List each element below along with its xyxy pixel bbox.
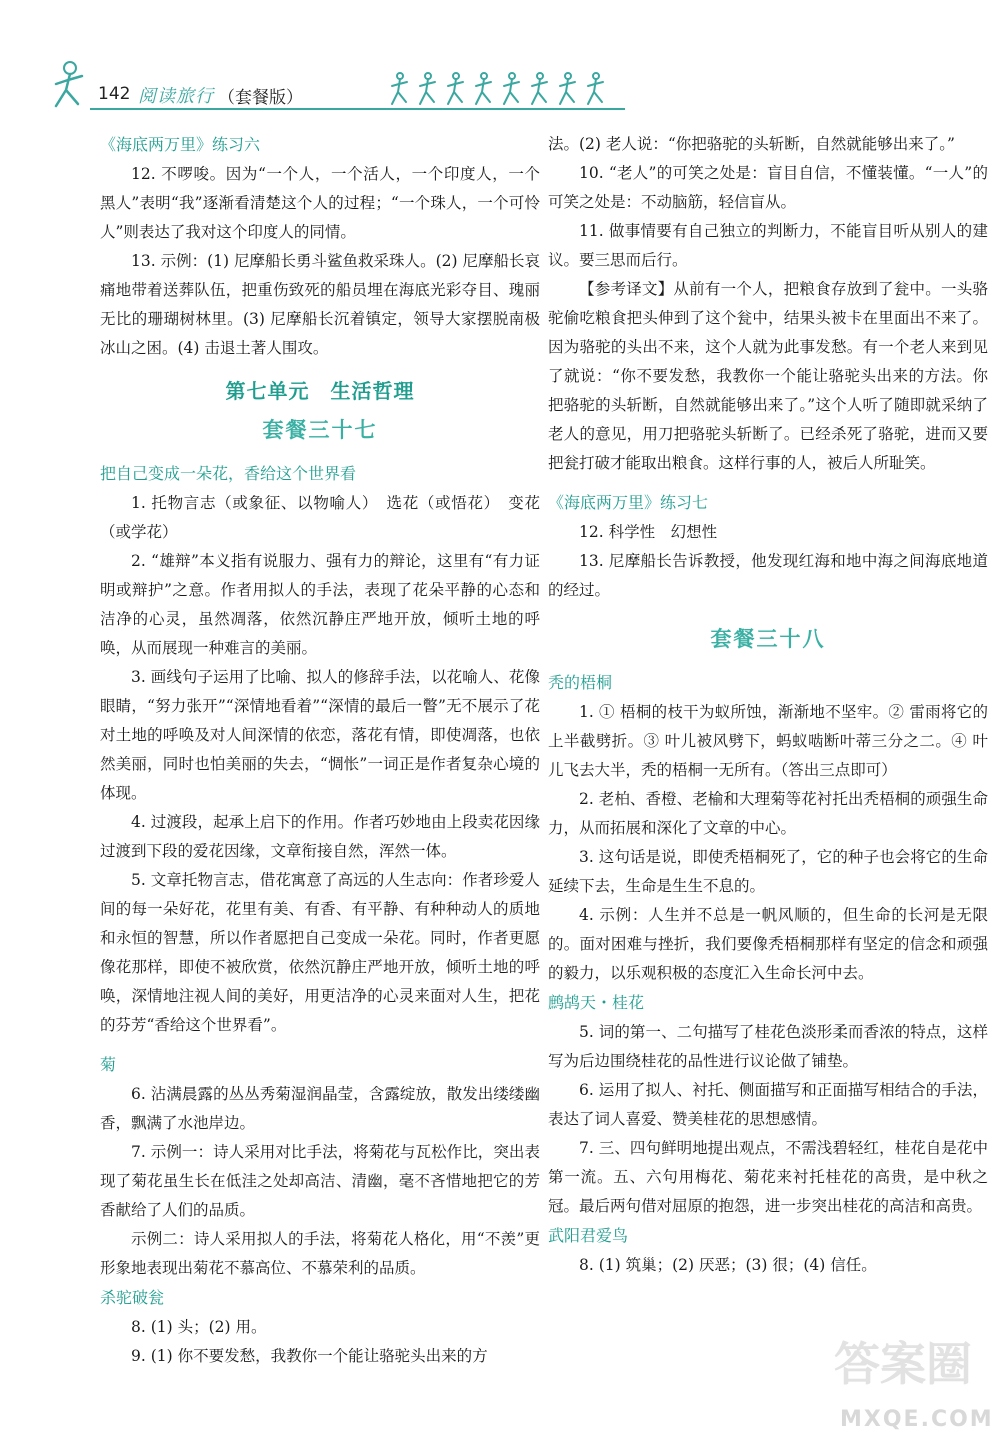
- left-column: [100, 130, 540, 1371]
- answer-paragraph: 5. 词的第一、二句描写了桂花色淡形柔而香浓的特点，这样写为后边围绕桂花的品性进行议论做了铺垫。: [548, 1023, 988, 1070]
- answer-paragraph: 3. 这句话是说，即使秃梧桐死了，它的种子也会将它的生命延续下去，生命是生生不息的。: [548, 848, 988, 895]
- answer-paragraph: 5. 文章托物言志，借花寓意了高远的人生志向：作者珍爱人间的每一朵好花，花里有美、有香、有平静、有种种动人的质地和永恒的智慧，所以作者愿把自己变成一朵花。同时，作者更愿像花那样，即使不被欣赏，依然沉静庄严地开放，倾听土地的呼唤，深情地注视人间的美好，用更洁净的心灵来面对人生，把花的芬芳“香给这个世界看”。: [100, 871, 540, 1034]
- answer-paragraph: 3. 画线句子运用了比喻、拟人的修辞手法，以花喻人、花像眼睛，“努力张开”“深情地看着”“深情的最后一瞥”无不展示了花对土地的呼唤及对人间深情的依恋，落花有情，即使凋落，也依然美丽，同时也怕美丽的失去，“惆怅”一词正是作者复杂心境的体现。: [100, 668, 540, 802]
- answer-paragraph: 9. (1) 你不要发愁，我教你一个能让骆驼头出来的方: [131, 1347, 488, 1365]
- answer-paragraph: 6. 运用了拟人、衬托、侧面描写和正面描写相结合的手法，表达了词人喜爱、赞美桂花的思想感情。: [548, 1081, 988, 1128]
- answer-paragraph: 13. 尼摩船长告诉教授，他发现红海和地中海之间海底地道的经过。: [548, 552, 988, 599]
- set-title: 套餐三十七: [262, 418, 378, 442]
- answer-paragraph: 6. 沾满晨露的丛丛秀菊湿润晶莹，含露绽放，散发出缕缕幽香，飘满了水池岸边。: [100, 1085, 540, 1132]
- answer-paragraph: 10. “老人”的可笑之处是：盲目自信，不懂装懂。“一人”的可笑之处是：不动脑筋，轻信盲从。: [548, 164, 988, 211]
- section-heading: 杀驼破瓮: [100, 1288, 165, 1307]
- answer-paragraph: 8. (1) 筑巢；(2) 厌恶；(3) 很；(4) 信任。: [579, 1256, 877, 1274]
- answer-paragraph: 7. 三、四句鲜明地提出观点，不需浅碧轻红，桂花自是花中第一流。五、六句用梅花、菊花来衬托桂花的高贵，是中秋之冠。最后两句借对屈原的抱怨，进一步突出桂花的高洁和高贵。: [548, 1139, 988, 1215]
- answer-paragraph: 8. (1) 头；(2) 用。: [131, 1318, 267, 1336]
- reference-translation: 【参考译文】从前有一个人，把粮食存放到了瓮中。一头骆驼偷吃粮食把头伸到了这个瓮中，结果头被卡在里面出不来了。因为骆驼的头出不来，这个人就为此事发愁。有一个老人来到见了就说：“你不要发愁，我教你一个能让骆驼头出来的方法。你把骆驼的头斩断，自然就能够出来了。”这个人听了随即就采纳了老人的意见，用刀把骆驼头斩断了。已经杀死了骆驼，进而又要把瓮打破才能取出粮食。这样行事的人，被后人所耻笑。: [548, 280, 988, 472]
- answer-paragraph: 1. ① 梧桐的枝干为蚁所蚀，渐渐地不坚牢。② 雷雨将它的上半截劈折。③ 叶儿被风劈下，蚂蚁啮断叶蒂三分之二。④ 叶儿飞去大半，秃的梧桐一无所有。（答出三点即可）: [548, 703, 988, 779]
- answer-paragraph: 12. 科学性 幻想性: [579, 523, 718, 541]
- running-figures-icon: [390, 70, 610, 108]
- answer-paragraph: 12. 不啰唆。因为“一个人，一个活人，一个印度人，一个黑人”表明“我”逐渐看清楚这个人的过程；“一个珠人，一个可怜人”则表达了我对这个印度人的同情。: [100, 165, 540, 241]
- brand-title: 阅读旅行: [138, 86, 214, 107]
- section-heading: 武阳君爱鸟: [548, 1226, 629, 1245]
- section-heading: 鹧鸪天・桂花: [548, 993, 645, 1012]
- answer-paragraph: 2. “雄辩”本义指有说服力、强有力的辩论，这里有“有力证明或辩护”之意。作者用拟人的手法，表现了花朵平静的心态和洁净的心灵，虽然凋落，依然沉静庄严地开放，倾听土地的呼唤，从而展现一种难言的美丽。: [100, 552, 540, 657]
- watermark-logo: [830, 1328, 994, 1438]
- answer-paragraph: 2. 老柏、香橙、老榆和大理菊等花衬托出秃梧桐的顽强生命力，从而拓展和深化了文章的中心。: [548, 790, 988, 837]
- page-number: 142: [98, 84, 131, 104]
- answer-paragraph: 4. 过渡段，起承上启下的作用。作者巧妙地由上段卖花因缘过渡到下段的爱花因缘，文章衔接自然，浑然一体。: [100, 813, 540, 860]
- edition-label: （套餐版）: [218, 88, 303, 108]
- section-heading: 菊: [100, 1055, 117, 1074]
- header-rule: [90, 108, 625, 110]
- answer-paragraph: 示例二：诗人采用拟人的手法，将菊花人格化，用“不羡”更形象地表现出菊花不慕高位、不慕荣利的品质。: [100, 1230, 540, 1277]
- right-column: [548, 130, 988, 1280]
- answer-paragraph: 4. 示例：人生并不总是一帆风顺的，但生命的长河是无限的。面对困难与挫折，我们要像秃梧桐那样有坚定的信念和顽强的毅力，以乐观积极的态度汇入生命长河中去。: [548, 906, 988, 982]
- section-heading: 把自己变成一朵花，香给这个世界看: [100, 464, 357, 483]
- answer-paragraph: 11. 做事情要有自己独立的判断力，不能盲目听从别人的建议。要三思而后行。: [548, 222, 988, 269]
- answer-paragraph: 1. 托物言志（或象征、以物喻人） 选花（或悟花） 变花（或学花）: [100, 494, 540, 541]
- answer-paragraph: 7. 示例一：诗人采用对比手法，将菊花与瓦松作比，突出表现了菊花虽生长在低洼之处却高洁、清幽，毫不吝惜地把它的芳香献给了人们的品质。: [100, 1143, 540, 1219]
- section-heading: 《海底两万里》练习七: [548, 493, 709, 512]
- runner-mascot-icon: [48, 60, 92, 112]
- section-heading: 秃的梧桐: [548, 673, 613, 692]
- unit-title: 第七单元 生活哲理: [225, 379, 415, 403]
- page-header: [40, 58, 640, 118]
- answer-paragraph: 法。(2) 老人说：“你把骆驼的头斩断，自然就能够出来了。”: [548, 135, 955, 153]
- watermark-url: MXQE.COM: [840, 1407, 994, 1432]
- set-title: 套餐三十八: [710, 627, 826, 651]
- answer-paragraph: 13. 示例：(1) 尼摩船长勇斗鲨鱼救采珠人。(2) 尼摩船长哀痛地带着送葬队伍，把重伤致死的船员埋在海底光彩夺目、瑰丽无比的珊瑚树林里。(3) 尼摩船长沉着镇定，领导大家摆脱南极冰山之困。(4) 击退土著人围攻。: [100, 252, 540, 357]
- watermark-text: 答案圈: [834, 1337, 972, 1391]
- section-heading: 《海底两万里》练习六: [100, 135, 261, 154]
